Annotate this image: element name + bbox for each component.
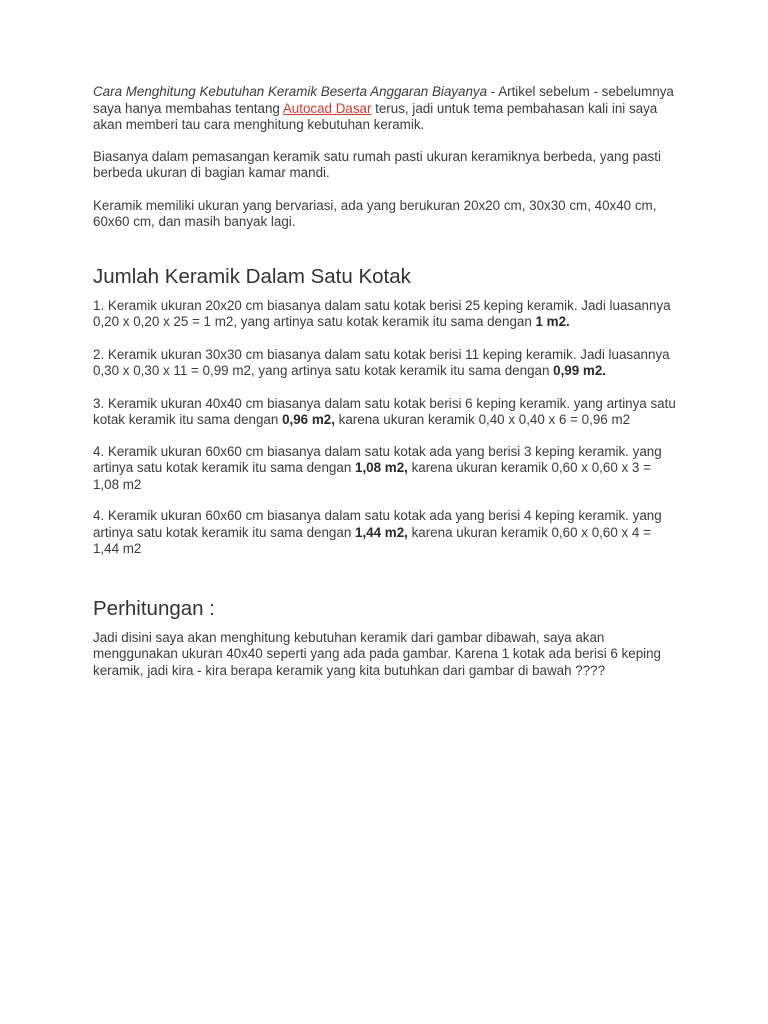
- item-text: 4. Keramik ukuran 60x60 cm biasanya dalam satu kotak ada yang berisi 4 keping keramik. yang artinya satu kotak keramik itu sama dengan: [93, 508, 662, 540]
- paragraph-perhitungan: Jadi disini saya akan menghitung kebutuhan keramik dari gambar dibawah, saya akan menggunakan ukuran 40x40 seperti yang ada pada gambar. Karena 1 kotak ada berisi 6 keping keramik, jadi kira - kira berapa keramik yang kita butuhkan dari gambar di bawah ????: [93, 629, 662, 678]
- paragraph-ceramic-size-differs: Biasanya dalam pemasangan keramik satu rumah pasti ukuran keramiknya berbeda, yang pasti berbeda ukuran di bagian kamar mandi.: [93, 148, 661, 180]
- item-text-after: karena ukuran keramik 0,60 x 0,60 x 4 = 1,44 m2: [93, 524, 651, 556]
- article-body: [93, 84, 678, 679]
- heading-perhitungan: Perhitungan :: [93, 596, 215, 620]
- list-item-60x60-3-pieces: [93, 444, 678, 494]
- heading-jumlah-keramik: Jumlah Keramik Dalam Satu Kotak: [93, 264, 411, 288]
- item-bold-value: 0,96 m2,: [282, 412, 335, 427]
- item-bold-value: 1 m2.: [535, 314, 570, 329]
- autocad-dasar-link[interactable]: Autocad Dasar: [282, 100, 372, 116]
- item-text-after: karena ukuran keramik 0,40 x 0,40 x 6 = 0,96 m2: [334, 412, 631, 427]
- paragraph-ceramic-variations: Keramik memiliki ukuran yang bervariasi, ada yang berukuran 20x20 cm, 30x30 cm, 40x40 cm, 60x60 cm, dan masih banyak lagi.: [93, 197, 657, 229]
- item-text: 2. Keramik ukuran 30x30 cm biasanya dalam satu kotak berisi 11 keping keramik. Jadi luasannya 0,30 x 0,30 x 11 = 0,99 m2, yang artinya satu kotak keramik itu sama dengan: [93, 346, 670, 378]
- intro-text-after-link: terus, jadi untuk tema pembahasan kali ini saya akan memberi tau cara menghitung kebutuhan keramik.: [93, 100, 658, 132]
- intro-paragraph: [93, 84, 678, 134]
- item-bold-value: 1,44 m2,: [355, 524, 408, 540]
- list-item-20x20: [93, 298, 678, 331]
- article-title-inline: Cara Menghitung Kebutuhan Keramik Beserta Anggaran Biayanya: [93, 84, 488, 99]
- item-text: 1. Keramik ukuran 20x20 cm biasanya dalam satu kotak berisi 25 keping keramik. Jadi luasannya 0,20 x 0,20 x 25 = 1 m2, yang artinya satu kotak keramik itu sama dengan: [93, 297, 671, 329]
- item-bold-value: 1,08 m2,: [355, 460, 408, 475]
- list-item-60x60-4-pieces: [93, 508, 678, 558]
- item-text: 3. Keramik ukuran 40x40 cm biasanya dalam satu kotak berisi 6 keping keramik. yang artinya satu kotak keramik itu sama dengan: [93, 395, 676, 427]
- list-item-40x40: [93, 396, 678, 429]
- list-item-30x30: [93, 347, 678, 380]
- item-text: 4. Keramik ukuran 60x60 cm biasanya dalam satu kotak ada yang berisi 3 keping keramik. yang artinya satu kotak keramik itu sama dengan: [93, 443, 662, 475]
- intro-text-before-link: - Artikel sebelum - sebelumnya saya hanya membahas tentang: [93, 84, 674, 116]
- item-bold-value: 0,99 m2.: [553, 363, 606, 378]
- item-text-after: karena ukuran keramik 0,60 x 0,60 x 3 = 1,08 m2: [93, 460, 651, 492]
